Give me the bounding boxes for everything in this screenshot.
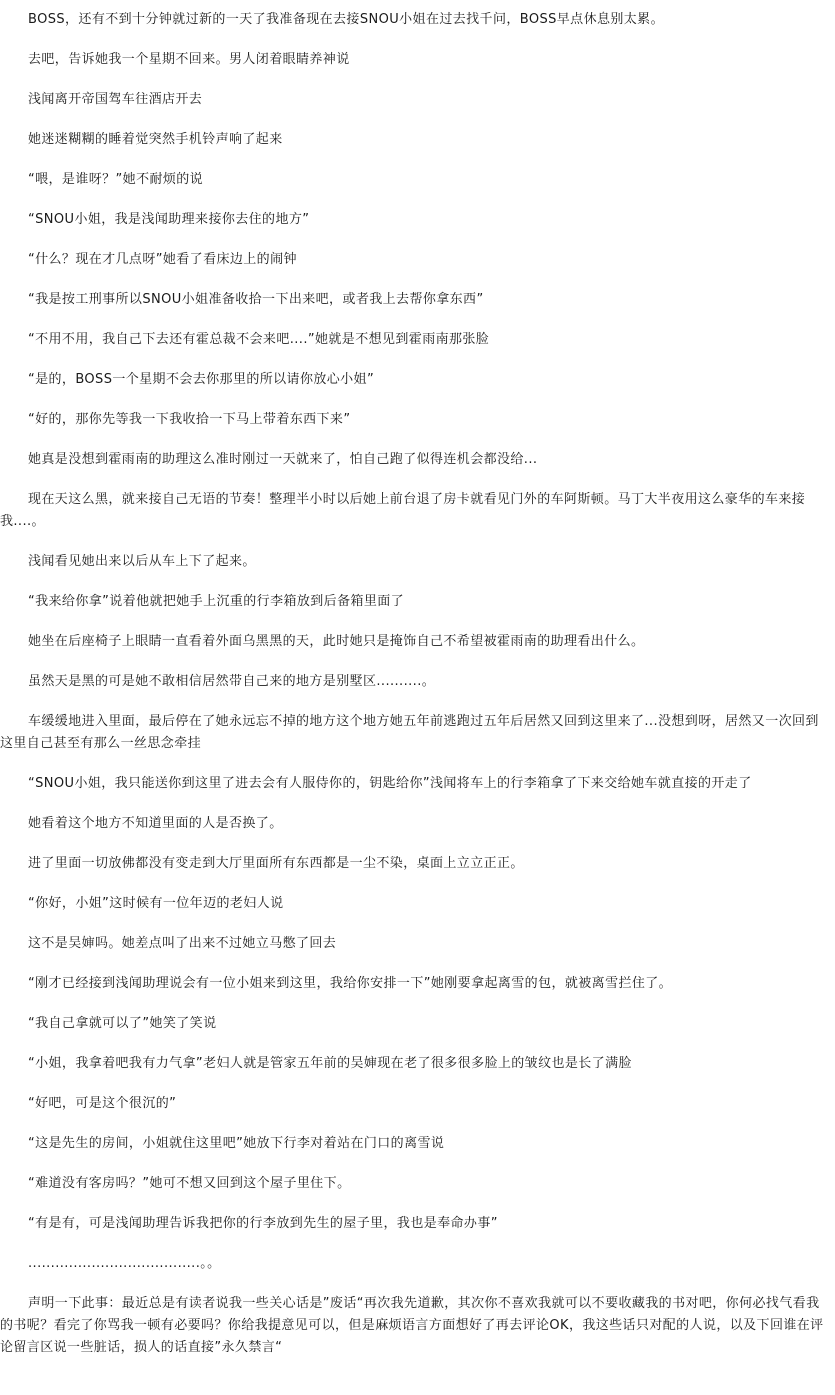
paragraph: “刚才已经接到浅闻助理说会有一位小姐来到这里，我给你安排一下”她刚要拿起离雪的包，就被离雪拦住了。 (28, 976, 673, 991)
paragraph: “我是按工刑事所以SNOU小姐准备收拾一下出来吧，或者我上去帮你拿东西” (28, 292, 484, 307)
paragraph: “我自己拿就可以了”她笑了笑说 (28, 1016, 217, 1031)
paragraph: “你好，小姐”这时候有一位年迈的老妇人说 (28, 896, 284, 911)
paragraph: 浅闻看见她出来以后从车上下了起来。 (28, 554, 256, 569)
paragraph: 虽然天是黑的可是她不敢相信居然带自己来的地方是别墅区..........。 (28, 674, 436, 689)
paragraph: “我来给你拿”说着他就把她手上沉重的行李箱放到后备箱里面了 (28, 594, 405, 609)
paragraph: “难道没有客房吗？”她可不想又回到这个屋子里住下。 (28, 1176, 351, 1191)
paragraph: “有是有，可是浅闻助理告诉我把你的行李放到先生的屋子里，我也是奉命办事” (28, 1216, 498, 1231)
paragraph: “SNOU小姐，我只能送你到这里了进去会有人服侍你的，钥匙给你”浅闻将车上的行李箱拿了下来交给她车就直接的开走了 (28, 776, 752, 791)
paragraph: “好吧，可是这个很沉的” (28, 1096, 177, 1111)
paragraph: 去吧，告诉她我一个星期不回来。男人闭着眼睛养神说 (28, 52, 350, 67)
paragraph: “什么？现在才几点呀”她看了看床边上的闹钟 (28, 252, 297, 267)
separator-dots: ......................................。。 (28, 1256, 221, 1271)
paragraph: 她看着这个地方不知道里面的人是否换了。 (28, 816, 283, 831)
paragraph: 她迷迷糊糊的睡着觉突然手机铃声响了起来 (28, 132, 283, 147)
paragraph: 车缓缓地进入里面，最后停在了她永远忘不掉的地方这个地方她五年前逃跑过五年后居然又回到这里来了...没想到呀，居然又一次回到这里自己甚至有那么一丝思念牵挂 (0, 714, 819, 751)
paragraph: “不用不用，我自己下去还有霍总裁不会来吧....”她就是不想见到霍雨南那张脸 (28, 332, 490, 347)
paragraph: 进了里面一切放佛都没有变走到大厅里面所有东西都是一尘不染，桌面上立立正正。 (28, 856, 524, 871)
paragraph: 现在天这么黑，就来接自己无语的节奏！整理半小时以后她上前台退了房卡就看见门外的车阿斯顿。马丁大半夜用这么豪华的车来接我....。 (0, 492, 806, 529)
paragraph: 这不是吴婶吗。她差点叫了出来不过她立马憋了回去 (28, 936, 337, 951)
paragraph: BOSS，还有不到十分钟就过新的一天了我准备现在去接SNOU小姐在过去找千问，BOSS早点休息别太累。 (28, 12, 664, 27)
paragraph: “小姐，我拿着吧我有力气拿”老妇人就是管家五年前的吴婶现在老了很多很多脸上的皱纹也是长了满脸 (28, 1056, 632, 1071)
paragraph: “这是先生的房间，小姐就住这里吧”她放下行李对着站在门口的离雪说 (28, 1136, 445, 1151)
paragraph: “是的，BOSS一个星期不会去你那里的所以请你放心小姐” (28, 372, 375, 387)
paragraph: “喂，是谁呀？”她不耐烦的说 (28, 172, 204, 187)
paragraph: “好的，那你先等我一下我收拾一下马上带着东西下来” (28, 412, 351, 427)
paragraph: “SNOU小姐，我是浅闻助理来接你去住的地方” (28, 212, 310, 227)
author-statement: 声明一下此事：最近总是有读者说我一些关心话是”废话“再次我先道歉，其次你不喜欢我就可以不要收藏我的书对吧，你何必找气看我的书呢？看完了你骂我一顿有必要吗？你给我提意见可以，但是麻烦语言方面想好了再去评论OK，我这些话只对配的人说，以及下回谁在评论留言区说一些脏话，损人的话直接”永久禁言“ (0, 1296, 824, 1355)
paragraph: 她坐在后座椅子上眼睛一直看着外面乌黑黑的天，此时她只是掩饰自己不希望被霍雨南的助理看出什么。 (28, 634, 645, 649)
paragraph: 浅闻离开帝国驾车往酒店开去 (28, 92, 203, 107)
paragraph: 她真是没想到霍雨南的助理这么准时刚过一天就来了，怕自己跑了似得连机会都没给... (28, 452, 538, 467)
